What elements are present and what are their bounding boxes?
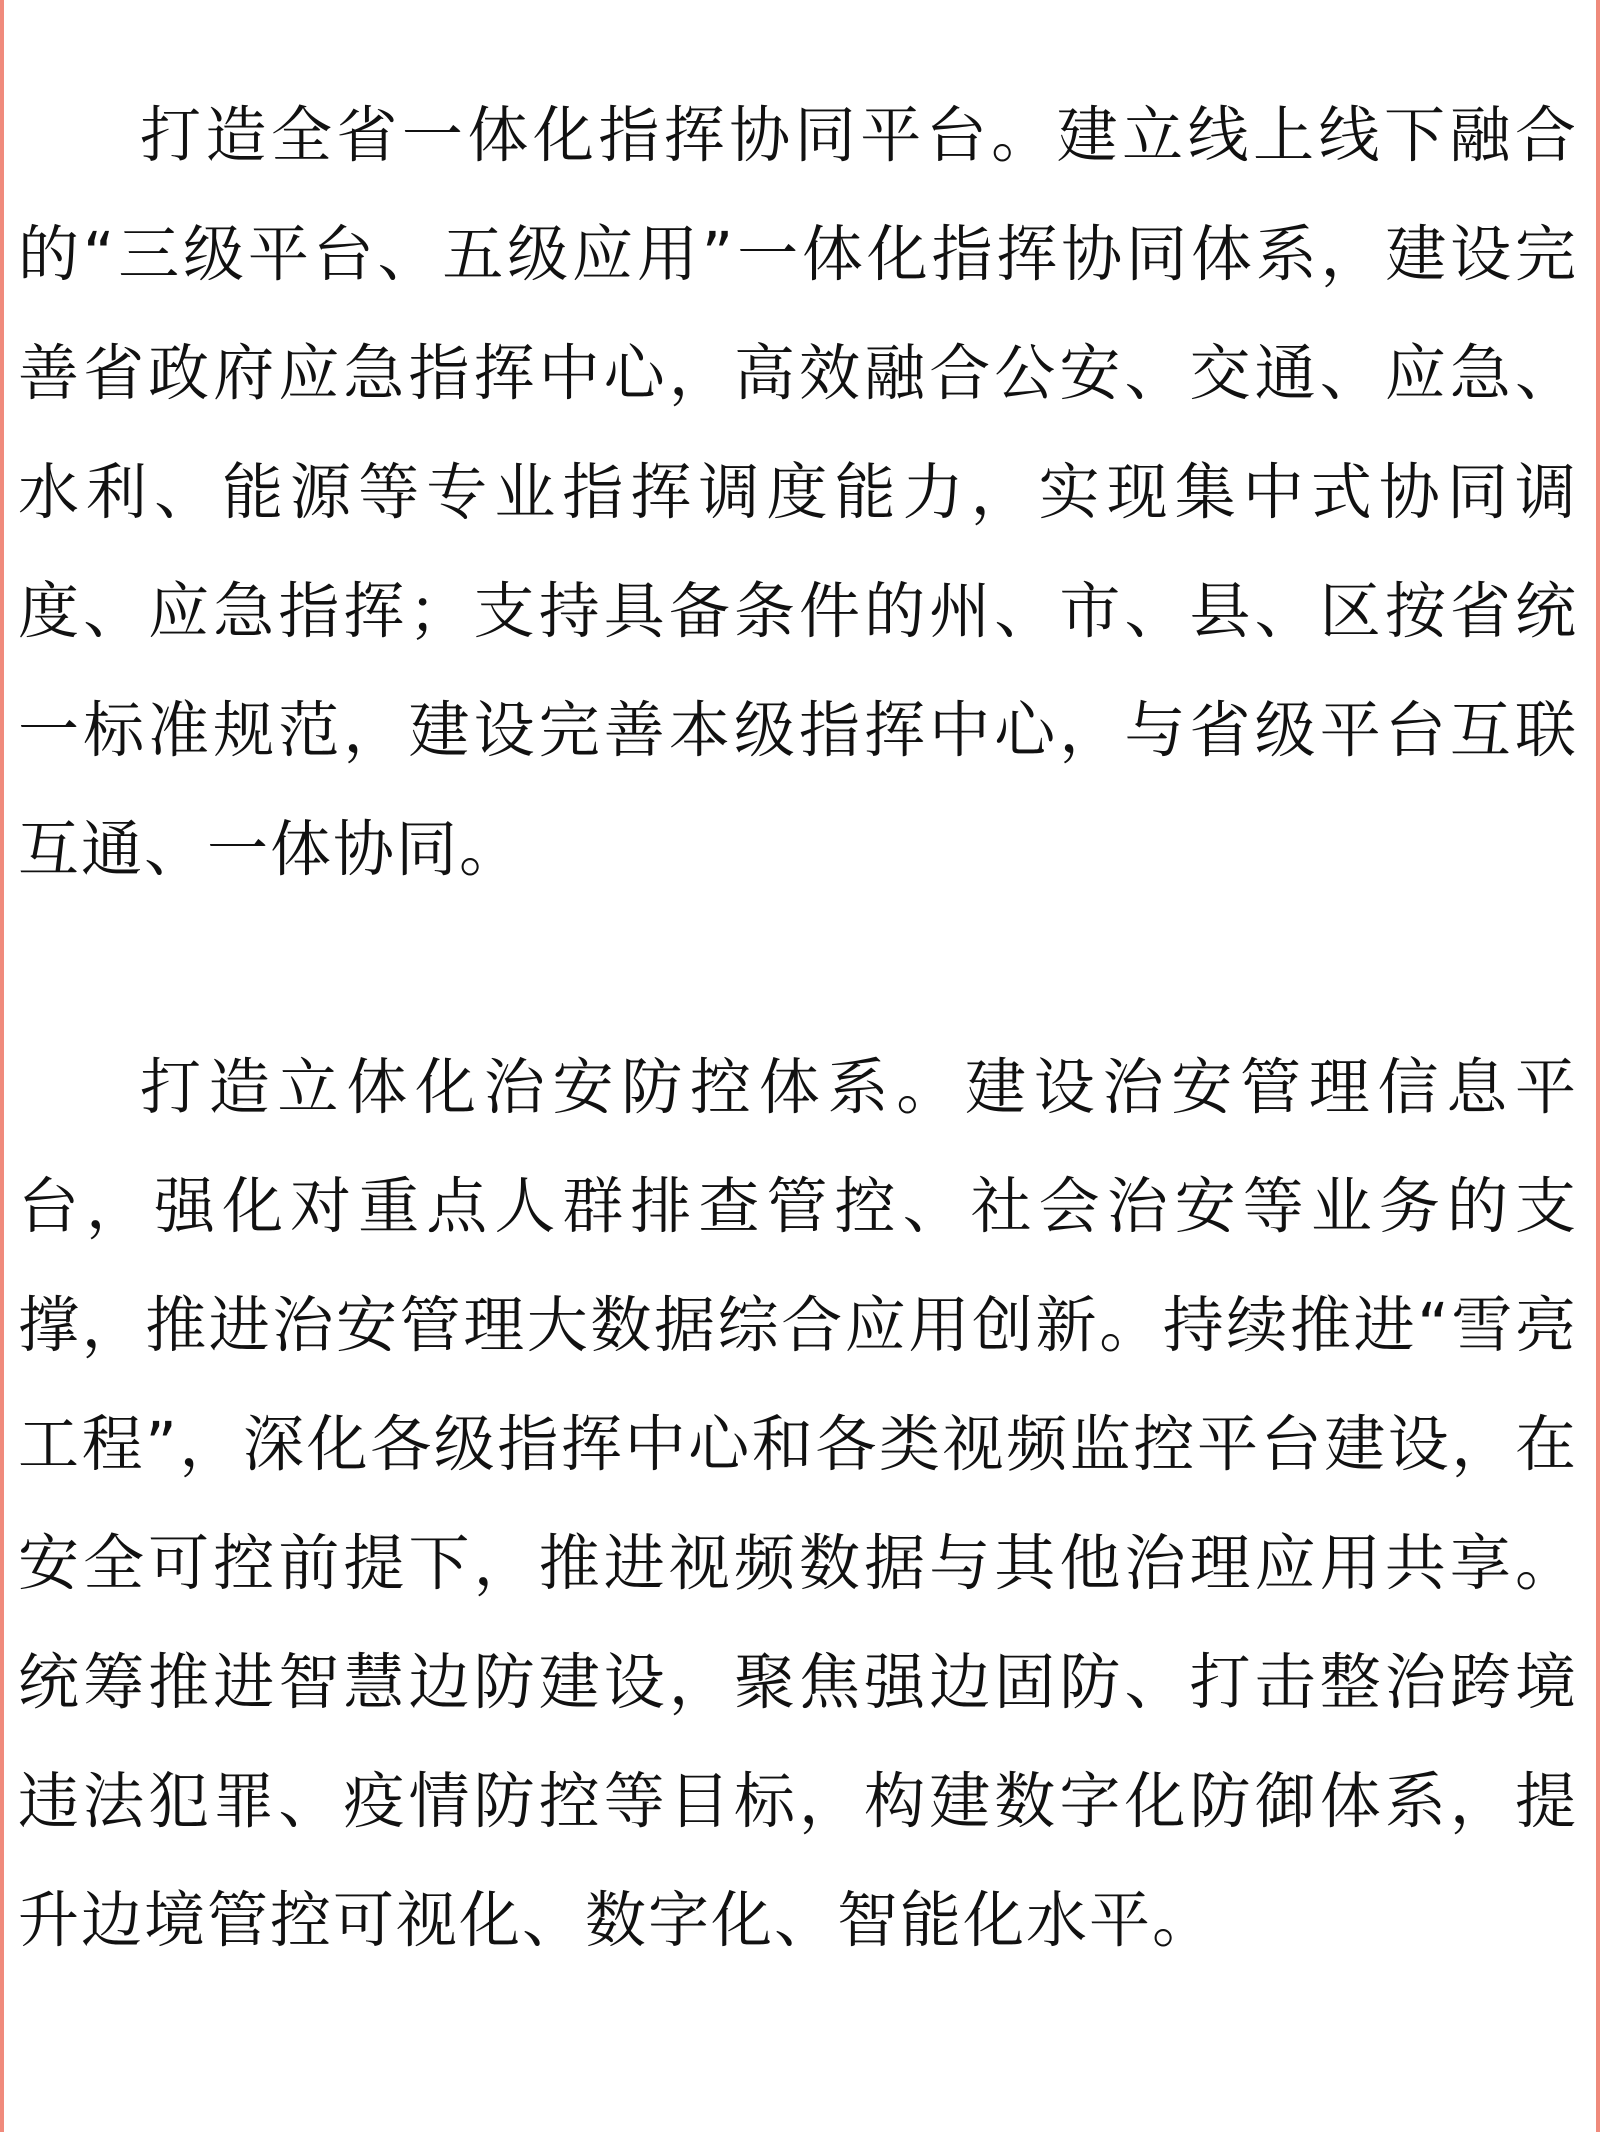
document-body [18,76,1578,1980]
paragraph-security-prevention: 打造立体化治安防控体系。建设治安管理信息平台，强化对重点人群排查管控、社会治安等业务的支撑，推进治安管理大数据综合应用创新。持续推进“雪亮工程”，深化各级指挥中心和各类视频监控平台建设，在安全可控前提下，推进视频数据与其他治理应用共享。统筹推进智慧边防建设，聚焦强边固防、打击整治跨境违法犯罪、疫情防控等目标，构建数字化防御体系，提升边境管控可视化、数字化、智能化水平。 [18,1052,1578,1956]
left-border-decoration [0,0,4,2132]
right-border-decoration [1596,0,1600,2132]
paragraph-command-platform: 打造全省一体化指挥协同平台。建立线上线下融合的“三级平台、五级应用”一体化指挥协同体系，建设完善省政府应急指挥中心，高效融合公安、交通、应急、水利、能源等专业指挥调度能力，实现集中式协同调度、应急指挥；支持具备条件的州、市、县、区按省统一标准规范，建设完善本级指挥中心，与省级平台互联互通、一体协同。 [18,100,1578,885]
